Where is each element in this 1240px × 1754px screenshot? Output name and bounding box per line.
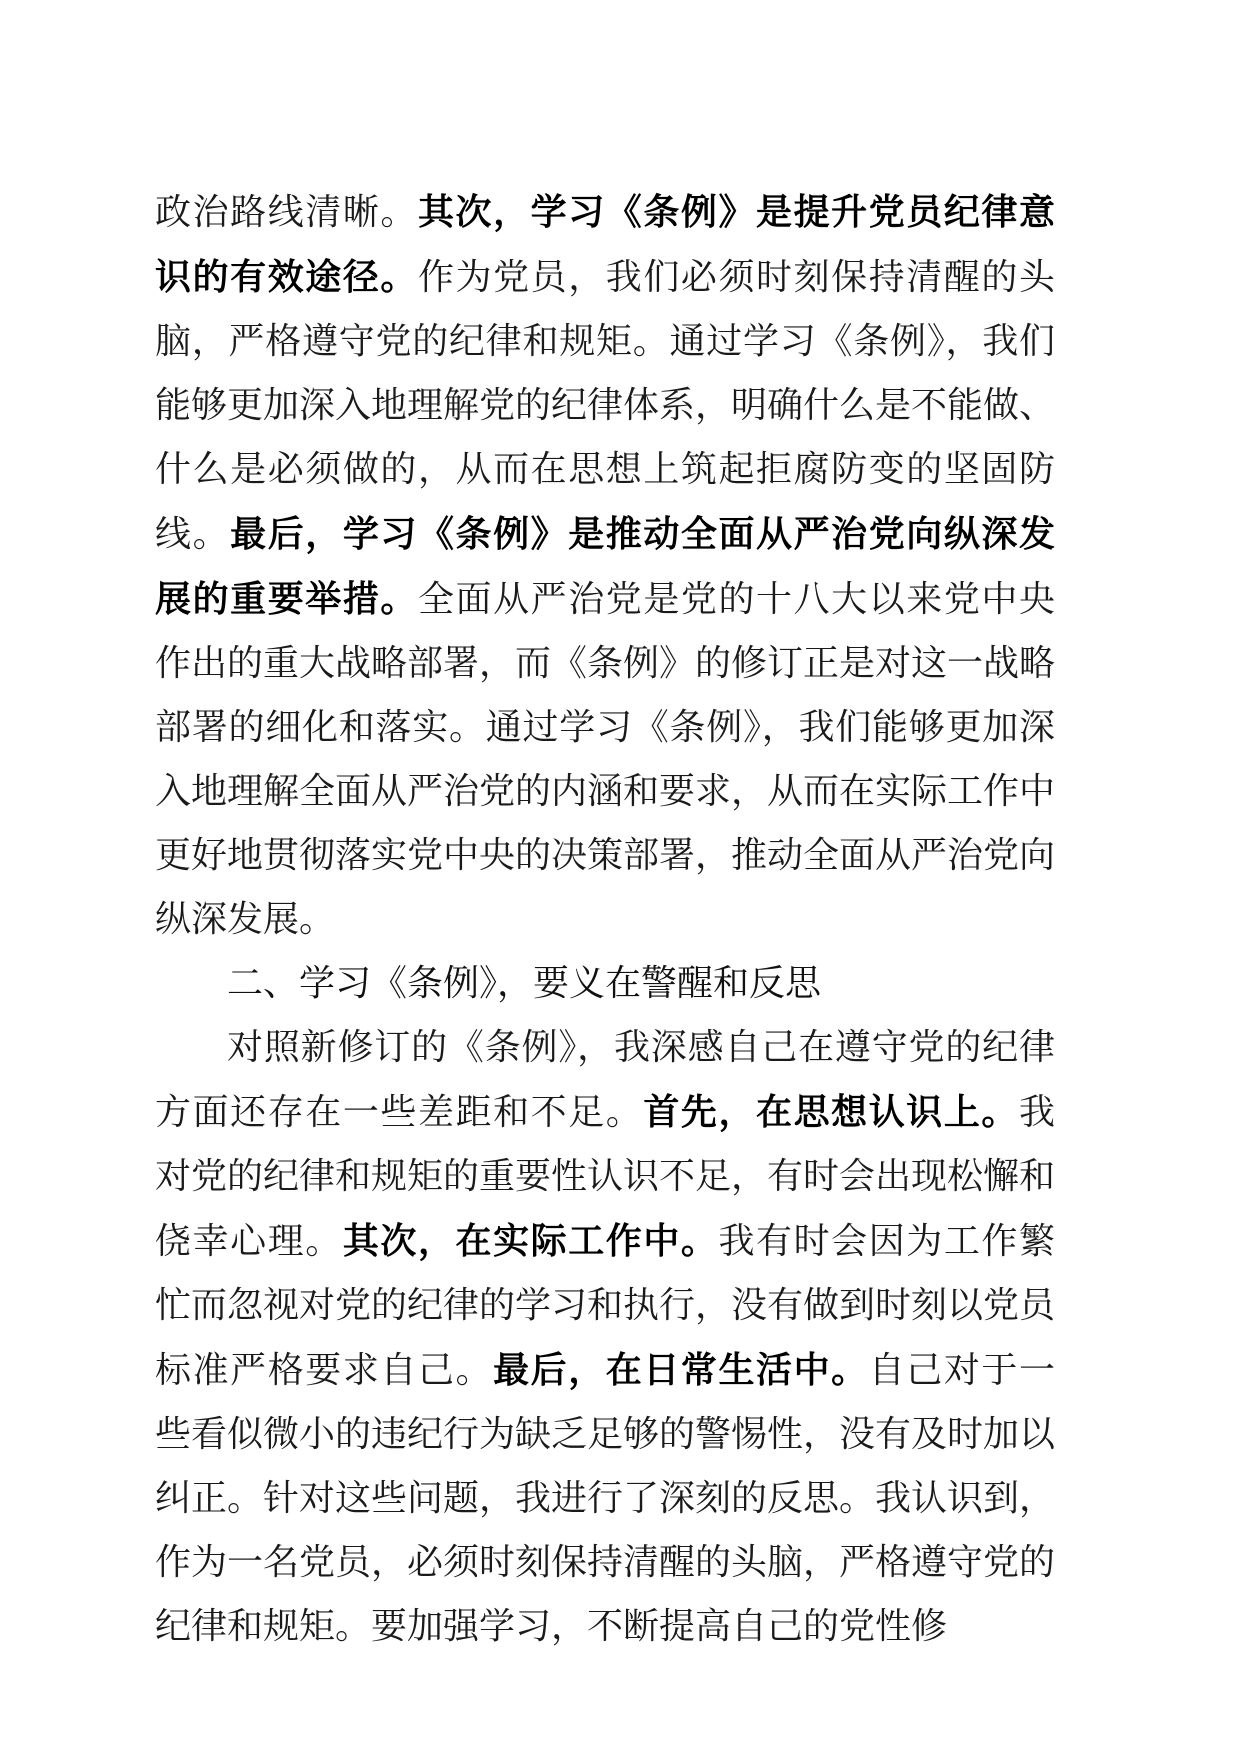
bold-point-second: 其次，学习《条例》是提升党员纪律意识的有效途径。	[155, 191, 1055, 298]
bold-point-last: 最后，学习《条例》是推动全面从严治党向纵深发展的重要举措。	[155, 513, 1055, 620]
section-heading-2: 二、学习《条例》，要义在警醒和反思	[227, 963, 822, 1004]
text-segment: 自己对于一些看似微小的违纪行为缺乏足够的警惕性，没有及时加以纠正。针对这些问题，我进行了深刻的反思。我认识到，作为一名党员，必须时刻保持清醒的头脑，严格遵守党的纪律和规矩。要加强学习，不断提高自己的党性修	[155, 1350, 1056, 1647]
text-segment: 政治路线清晰。	[155, 192, 418, 233]
bold-point-last: 最后，在日常生活中。	[493, 1349, 869, 1391]
paragraph-reflection	[155, 1016, 1055, 1659]
text-segment: 我对党的纪律和规矩的重要性认识不足，有时会出现松懈和侥幸心理。	[155, 1092, 1056, 1262]
bold-point-second: 其次，在实际工作中。	[342, 1220, 719, 1262]
text-segment: 全面从严治党是党的十八大以来党中央作出的重大战略部署，而《条例》的修订正是对这一战略部署的细化和落实。通过学习《条例》，我们能够更加深入地理解全面从严治党的内涵和要求，从而在实际工作中更好地贯彻落实党中央的决策部署，推动全面从严治党向纵深发展。	[155, 579, 1056, 940]
document-body	[155, 180, 1055, 1659]
bold-point-first: 首先，在思想认识上。	[643, 1091, 1019, 1133]
text-segment: 对照新修订的《条例》，我深感自己在遵守党的纪律方面还存在一些差距和不足。	[155, 1027, 1055, 1133]
text-segment: 作为党员，我们必须时刻保持清醒的头脑，严格遵守党的纪律和规矩。通过学习《条例》，我们能够更加深入地理解党的纪律体系，明确什么是不能做、什么是必须做的，从而在思想上筑起拒腐防变的坚固防线。	[155, 257, 1056, 555]
text-segment: 我有时会因为工作繁忙而忽视对党的纪律的学习和执行，没有做到时刻以党员标准严格要求自己。	[155, 1221, 1056, 1391]
paragraph-continuation	[155, 180, 1055, 952]
